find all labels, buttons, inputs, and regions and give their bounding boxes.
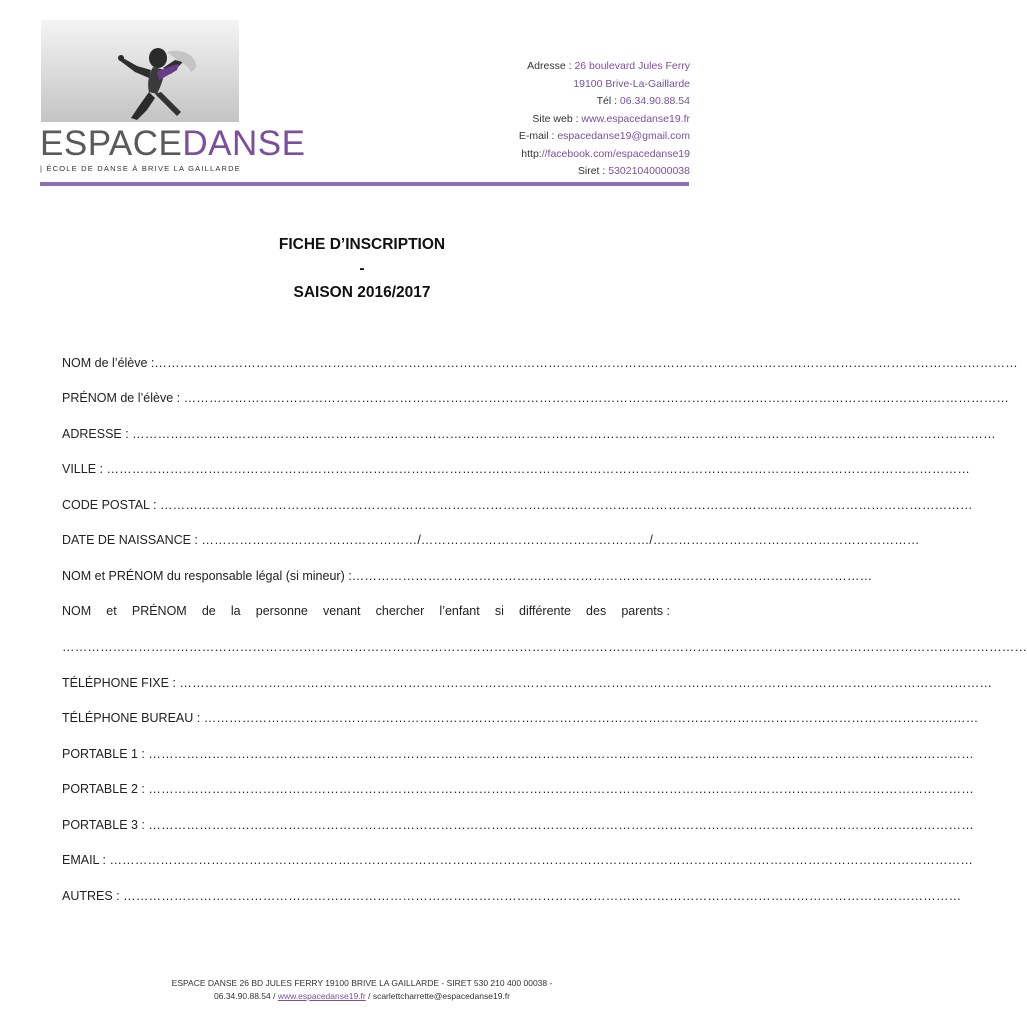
field-portable1[interactable] xyxy=(62,746,974,762)
footer-phone: 06.34.90.88.54 / xyxy=(214,991,276,1001)
field-ville-label: VILLE : xyxy=(62,462,103,476)
field-portable3-blank[interactable]: …………………………………………………………………………………………………………………………………………………………………………… xyxy=(148,818,974,832)
field-code-postal-label: CODE POSTAL : xyxy=(62,498,157,512)
field-tel-fixe-blank[interactable]: ………………………………………………………………………………………………………………………………………………………………………… xyxy=(179,676,993,690)
contact-site-row xyxy=(519,111,690,129)
field-tel-bureau-blank[interactable]: ………………………………………………………………………………………………………………………………………………………………… xyxy=(203,711,979,725)
footer-email: / scarlettcharrette@espacedanse19.fr xyxy=(368,991,510,1001)
field-email-blank[interactable]: …………………………………………………………………………………………………………………………………………………………………………………… xyxy=(109,853,974,867)
field-adresse-blank[interactable]: …………………………………………………………………………………………………………………………………………………………………………………… xyxy=(132,427,996,441)
facebook-prefix: http: xyxy=(521,147,542,160)
field-portable3-label: PORTABLE 3 : xyxy=(62,818,145,832)
contact-phone-row xyxy=(519,93,690,111)
field-tel-bureau[interactable] xyxy=(62,710,979,726)
siret-label: Siret : xyxy=(577,165,606,177)
field-tel-bureau-label: TÉLÉPHONE BUREAU : xyxy=(62,711,201,725)
field-portable2-blank[interactable]: …………………………………………………………………………………………………………………………………………………………………………… xyxy=(148,782,974,796)
header-divider xyxy=(40,182,689,186)
field-autres[interactable] xyxy=(62,888,962,904)
field-email-label: EMAIL : xyxy=(62,853,106,867)
field-nom-label: NOM de l’élève : xyxy=(62,356,155,370)
phone-value: 06.34.90.88.54 xyxy=(619,95,690,107)
field-date-naissance[interactable]: DATE DE NAISSANCE : ……………………………………………/………………………………………………/……………………………………………………… xyxy=(62,533,920,547)
field-prenom[interactable] xyxy=(62,390,1010,406)
word: la xyxy=(230,604,241,618)
address-line1: 26 boulevard Jules Ferry xyxy=(574,60,690,72)
field-responsable-blank[interactable]: …………………………………………………………………………………………………………… xyxy=(351,569,873,583)
facebook-link[interactable]: //facebook.com/espacedanse19 xyxy=(541,147,690,160)
word: différente xyxy=(519,604,571,618)
field-nom[interactable] xyxy=(62,355,1019,371)
field-portable3[interactable] xyxy=(62,817,974,833)
field-portable1-blank[interactable]: …………………………………………………………………………………………………………………………………………………………………………… xyxy=(148,747,974,761)
field-email[interactable] xyxy=(62,852,974,868)
logo-wordmark xyxy=(40,124,306,164)
field-tel-fixe[interactable] xyxy=(62,675,993,691)
field-autres-label: AUTRES : xyxy=(62,889,120,903)
logo-dancer-photo xyxy=(41,20,239,122)
field-responsable-label: NOM et PRÉNOM du responsable légal (si mineur) : xyxy=(62,569,352,583)
field-adresse[interactable] xyxy=(62,426,996,442)
footer-line1: ESPACE DANSE 26 BD JULES FERRY 19100 BRIVE LA GAILLARDE - SIRET 530 210 400 00038 - xyxy=(171,978,553,988)
form-season: SAISON 2016/2017 xyxy=(293,284,431,301)
phone-label: Tél : xyxy=(596,95,617,107)
dancer-silhouette-icon xyxy=(41,20,239,122)
field-ville-blank[interactable]: …………………………………………………………………………………………………………………………………………………………………………………… xyxy=(106,462,971,476)
word: l’enfant xyxy=(439,604,480,618)
date-day-blank[interactable]: …………………………………………… xyxy=(201,533,418,547)
field-portable2[interactable] xyxy=(62,781,974,797)
field-responsable[interactable] xyxy=(62,568,873,584)
word: de xyxy=(201,604,216,618)
contact-address-row xyxy=(519,58,690,76)
form-title-separator: - xyxy=(359,260,365,277)
word: des xyxy=(586,604,607,618)
siret-value: 53021040000038 xyxy=(608,165,690,177)
form-title: FICHE D’INSCRIPTION xyxy=(278,236,446,253)
contact-siret-row xyxy=(519,163,690,181)
site-label: Site web : xyxy=(532,112,579,125)
field-code-postal-blank[interactable]: ………………………………………………………………………………………………………………………………………………………………………… xyxy=(159,498,973,512)
word: et xyxy=(106,604,117,618)
footer-site-link[interactable]: www.espacedanse19.fr xyxy=(277,991,366,1001)
field-portable1-label: PORTABLE 1 : xyxy=(62,747,145,761)
field-tel-fixe-label: TÉLÉPHONE FIXE : xyxy=(62,676,176,690)
word: PRÉNOM xyxy=(131,604,187,618)
logo-wordmark-part1: ESPACE xyxy=(40,124,183,163)
contact-city-row xyxy=(519,76,690,94)
field-ville[interactable] xyxy=(62,461,971,477)
site-link[interactable]: www.espacedanse19.fr xyxy=(581,112,690,125)
field-code-postal[interactable] xyxy=(62,497,973,513)
field-portable2-label: PORTABLE 2 : xyxy=(62,782,145,796)
date-month-blank[interactable]: ……………………………………………… xyxy=(420,533,650,547)
logo-wordmark-part2: DANSE xyxy=(182,124,306,163)
word: si xyxy=(494,604,504,618)
word: venant xyxy=(323,604,361,618)
field-personne-blank-dots[interactable]: ………………………………………………………………………………………………………………………………………………………………………………………………………… xyxy=(62,640,1027,654)
field-adresse-label: ADRESSE : xyxy=(62,427,129,441)
word: NOM xyxy=(62,604,92,618)
logo-tagline: | ÉCOLE DE DANSE À BRIVE LA GAILLARDE xyxy=(40,164,241,173)
field-personne-blank[interactable] xyxy=(62,639,1027,655)
email-link[interactable]: espacedanse19@gmail.com xyxy=(557,130,690,142)
address-line2: 19100 Brive-La-Gaillarde xyxy=(573,77,690,90)
field-autres-blank[interactable]: ……………………………………………………………………………………………………………………………………………………………………………… xyxy=(123,889,962,903)
field-personne-label xyxy=(62,603,670,619)
date-year-blank[interactable]: ……………………………………………………… xyxy=(652,533,920,547)
field-prenom-label: PRÉNOM de l’élève : xyxy=(62,391,181,405)
contact-facebook-row xyxy=(519,146,690,164)
contact-email-row xyxy=(519,128,690,146)
field-date-naissance-label: DATE DE NAISSANCE : xyxy=(62,533,198,547)
email-label: E-mail : xyxy=(518,130,555,142)
field-nom-blank[interactable]: …………………………………………………………………………………………………………………………………………………………………………………… xyxy=(154,356,1019,370)
word: parents : xyxy=(621,604,670,618)
word: chercher xyxy=(375,604,425,618)
contact-info xyxy=(519,58,690,181)
address-label: Adresse : xyxy=(527,60,572,72)
word: personne xyxy=(255,604,308,618)
footer-line2 xyxy=(0,990,724,1002)
field-prenom-blank[interactable]: …………………………………………………………………………………………………………………………………………………………………………… xyxy=(183,391,1010,405)
